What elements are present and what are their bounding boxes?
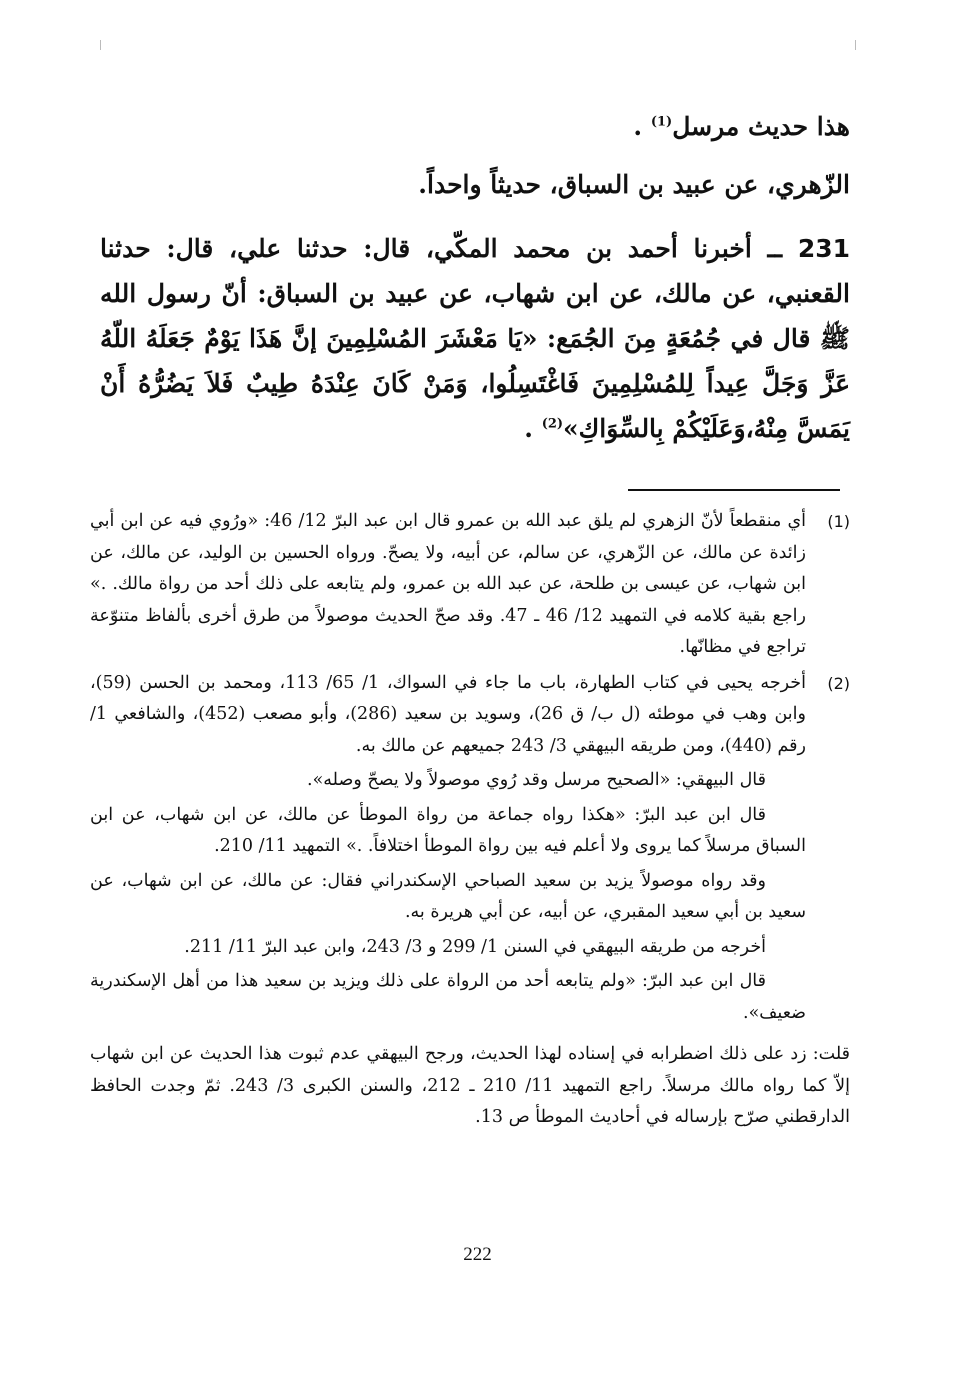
footnote-1 (90, 506, 850, 664)
crop-mark (855, 40, 856, 50)
footnote-paragraph: قال ابن عبد البرّ: «هكذا رواه جماعة من رواة الموطأ عن مالك، عن ابن شهاب، عن ابن السباق مرسلاً كما يروى ولا أعلم فيه بين رواة الموطأ اختلافاً. .» التمهيد 11/ 210. (90, 804, 806, 856)
heading-text: هذا حديث مرسل (672, 112, 850, 141)
footnote-2 (90, 668, 850, 1030)
footnotes (90, 506, 850, 1134)
heading-line (100, 112, 850, 141)
page-number: 222 (463, 1244, 492, 1265)
footnote-text: أي منقطعاً لأنّ الزهري لم يلق عبد الله بن عمرو قال ابن عبد البرّ 12/ 46: «ورُوي فيه عن ابن أبي زائدة عن مالك، عن الزّهري، عن سالم، عن أبيه، ولا يصحّ. ورواه الحسين بن الوليد، عن مالك، عن ابن شهاب، عن عيسى بن طلحة، عن عبد الله بن عمرو، ولم يتابعه على ذلك أحد من رواة مالك. .» راجع بقية كلامه في التمهيد 12/ 46 ـ 47. وقد صحّ الحديث موصولاً من طرق أخرى بألفاظ متنوّعة تراجع في مظانّها. (90, 511, 806, 657)
crop-mark (100, 40, 101, 50)
footnote-ref: (2) (541, 416, 564, 432)
footnote-paragraph: قال ابن عبد البرّ: «ولم يتابعه أحد من الرواة على ذلك ويزيد بن سعيد هذا من أهل الإسكندرية ضعيف». (90, 971, 806, 1023)
footnote-marker: (2) (827, 673, 850, 693)
heading-end: . (633, 112, 651, 141)
hadith-end: . (524, 414, 542, 443)
footnote-separator (628, 489, 840, 491)
chain-text: الزّهري، عن عبيد بن السباق، حديثاً واحداً. (418, 170, 850, 199)
chain-line (100, 170, 850, 199)
footnote-text: أخرجه يحيى في كتاب الطهارة، باب ما جاء في السواك، 1/ 65/ 113، ومحمد بن الحسن (59)، وابن وهب في موطئه (ل ب/ ق 26)، وسويد بن سعيد (286)، وأبو مصعب (452)، والشافعي 1/ رقم (440)، ومن طريقه البيهقي 3/ 243 جميعهم عن مالك به. (90, 672, 806, 756)
hadith-text: ــ أخبرنا أحمد بن محمد المكّي، قال: حدثنا علي، قال: حدثنا القعنبي، عن مالك، عن ابن شهاب، عن عبيد بن السباق: أنّ رسول الله ﷺ قال في جُمُعَةٍ مِنَ الجُمَع: «يَا مَعْشَرَ المُسْلِمِينَ إنَّ هَذَا يَوْمٌ جَعَلَهُ اللّهُ عَزَّ وَجَلَّ عِيداً لِلمُسْلِمِينَ فَاغْتَسِلُوا، وَمَنْ كَانَ عِنْدَهُ طِيبٌ فَلاَ يَضُرُّهُ أَنْ يَمَسَّ مِنْهُ،وَعَلَيْكُمْ بِالسِّوَاكِ» (100, 234, 850, 443)
editor-comment: قلت: زد على ذلك اضطرابه في إسناده لهذا الحديث، ورجح البيهقي عدم ثبوت هذا الحديث عن ابن شهاب إلاّ كما رواه مالك مرسلاً. راجع التمهيد 11/ 210 ـ 212، والسنن الكبرى 3/ 243. ثمّ وجدت الحافظ الدارقطني صرّح بإرساله في أحاديث الموطأ ص 13. (90, 1044, 850, 1127)
footnote-marker: (1) (827, 512, 850, 531)
hadith-number: 231 (797, 234, 850, 263)
footnote-paragraph: قال البيهقي: «الصحيح مرسل وقد رُوي موصولاً ولا يصحّ وصله». (307, 770, 766, 790)
footnote-paragraph: أخرجه من طريقه البيهقي في السنن 1/ 299 و 3/ 243، وابن عبد البرّ 11/ 211. (184, 936, 766, 957)
footnote-ref: (1) (650, 114, 673, 130)
footnote-paragraph: وقد رواه موصولاً يزيد بن سعيد الصباحي الإسكندراني فقال: عن مالك، عن ابن شهاب، عن سعيد بن أبي سعيد المقبري، عن أبيه، عن أبي هريرة به. (90, 870, 806, 922)
hadith-paragraph (100, 226, 850, 451)
